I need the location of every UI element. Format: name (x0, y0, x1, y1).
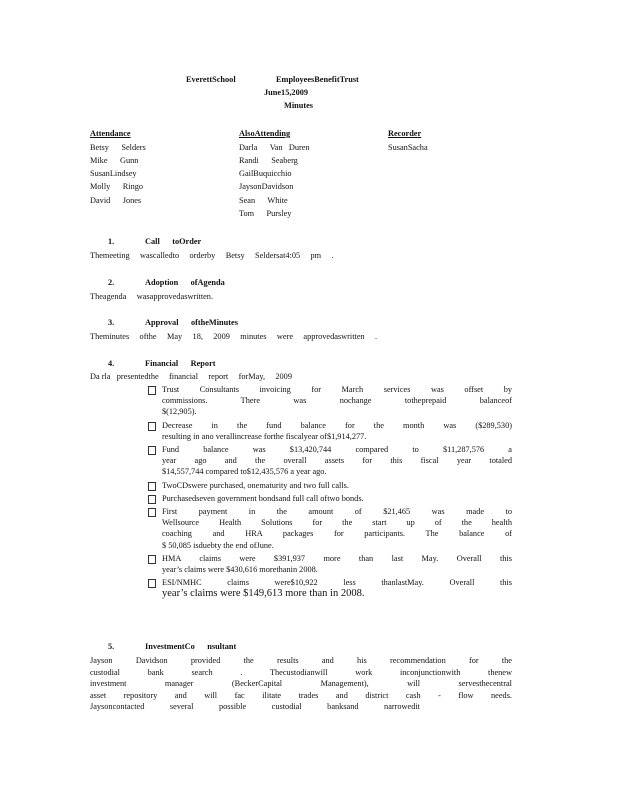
meeting-date: June15,2009 (264, 88, 309, 97)
section-line: Jayson Davidson provided the results and his recommendation for the (90, 656, 512, 665)
guest-name: Randi Seaberg (239, 156, 298, 165)
bullet-line: year’s claims were $149,613 more than in 2008. (162, 588, 365, 600)
checkbox-bullet-icon (148, 495, 156, 504)
financial-bullet (148, 493, 512, 504)
section-line: Themeeting wascalledto orderby Betsy Seldersat4:05 pm . (90, 251, 334, 260)
section-line: Da rla presentedthe financial report forMay, 2009 (90, 372, 292, 381)
recorder-name: SusanSacha (388, 143, 428, 152)
attendee-name: Mike Gunn (90, 156, 139, 165)
bullet-line: $14,557,744 compared to$12,435,576 a year ago. (162, 467, 327, 477)
bullet-line: Fund balance was $13,420,744 compared to $11,287,576 a (162, 445, 512, 455)
checkbox-bullet-icon (148, 579, 156, 588)
trust-name: EmployeesBenefitTrust (276, 75, 359, 84)
attendance-heading: Attendance (90, 129, 131, 138)
financial-bullet-list (148, 384, 512, 602)
checkbox-bullet-icon (148, 508, 156, 517)
guest-name: Sean White (239, 196, 288, 205)
section-number: 4. (108, 359, 115, 368)
bullet-line: Trust Consultants invoicing for March services was offset by (162, 385, 512, 394)
bullet-line: HMA claims were $391,937 more than last May. Overall this (162, 553, 512, 563)
bullet-line: year’s claims were $430,616 morethanin 2008. (162, 565, 318, 575)
checkbox-bullet-icon (148, 422, 156, 431)
section-line: Theminutes ofthe May 18, 2009 minutes were approvedaswritten . (90, 332, 378, 341)
checkbox-bullet-icon (148, 555, 156, 564)
section-body (90, 331, 512, 343)
bullet-line: resulting in ano verallincrease forthe fiscalyear of$1,914,277. (162, 431, 367, 441)
financial-bullet (148, 384, 512, 418)
section-number: 2. (108, 278, 115, 287)
guest-name: GailBuquicchio (239, 169, 292, 178)
financial-bullet (148, 444, 512, 478)
financial-bullet (148, 553, 512, 575)
bullet-line: $ 50,085 isduebty the end ofJune. (162, 540, 274, 550)
section-body (90, 291, 512, 303)
section-number: 3. (108, 318, 115, 327)
section-number: 1. (108, 237, 115, 246)
section-line: custodial bank search . Thecustodianwill work inconjunctionwith thenew (90, 667, 512, 677)
recorder-heading: Recorder (388, 129, 422, 138)
financial-bullet (148, 420, 512, 442)
attendee-name: Molly Ringo (90, 182, 144, 191)
bullet-line: TwoCDswere purchased, onematurity and two full calls. (162, 480, 349, 490)
guest-name: Darla Van Duren (239, 143, 310, 152)
guest-name: Tom Pursley (239, 209, 292, 218)
section-number: 5. (108, 642, 115, 651)
section-title: Financial Report (145, 359, 216, 368)
section-line: investment manager (BeckerCapital Management), will servesthecentral (90, 679, 512, 688)
section-body (90, 250, 438, 262)
bullet-line: coaching and HRA packages for participants. The balance of (162, 529, 512, 539)
bullet-line: year ago and the overall assets for this fiscal year totaled (162, 456, 512, 466)
section-line: Jaysoncontacted several possible custodial banksand narrowedit (90, 702, 420, 711)
bullet-line: First payment in the amount of $21,465 was made to (162, 507, 512, 517)
bullet-line: ESI/NMHC claims were$10,922 less thanlastMay. Overall this (162, 578, 512, 588)
bullet-line: Purchasedseven government bondsand full call oftwo bonds. (162, 493, 364, 503)
attendee-name: Betsy Selders (90, 143, 146, 152)
bullet-line: Decrease in the fund balance for the month was ($289,530) (162, 420, 512, 430)
attendee-name: David Jones (90, 196, 142, 205)
financial-bullet (148, 480, 512, 491)
bullet-line: $(12,905). (162, 407, 197, 417)
financial-bullet (148, 577, 512, 599)
section-body (90, 371, 512, 383)
section-body (90, 655, 512, 713)
section-line: Theagenda wasapprovedaswritten. (90, 292, 214, 301)
school-name: EverettSchool (186, 75, 236, 84)
document-type: Minutes (284, 101, 314, 110)
attendee-name: SusanLindsey (90, 169, 137, 178)
section-title: Call toOrder (145, 237, 202, 246)
checkbox-bullet-icon (148, 482, 156, 491)
section-title: InvestmentCo nsultant (145, 642, 237, 651)
checkbox-bullet-icon (148, 446, 156, 455)
also-attending-heading: AlsoAttending (239, 129, 291, 138)
section-line: asset repository and will fac ilitate trades and district cash - flow needs. (90, 690, 512, 700)
section-title: Adoption ofAgenda (145, 278, 225, 287)
bullet-line: Wellsource Health Solutions for the start up of the health (162, 518, 512, 528)
checkbox-bullet-icon (148, 386, 156, 395)
section-title: Approval oftheMinutes (145, 318, 238, 327)
bullet-line: commissions. There was nochange totheprepaid balanceof (162, 396, 512, 406)
guest-name: JaysonDavidson (239, 182, 294, 191)
financial-bullet (148, 506, 512, 551)
